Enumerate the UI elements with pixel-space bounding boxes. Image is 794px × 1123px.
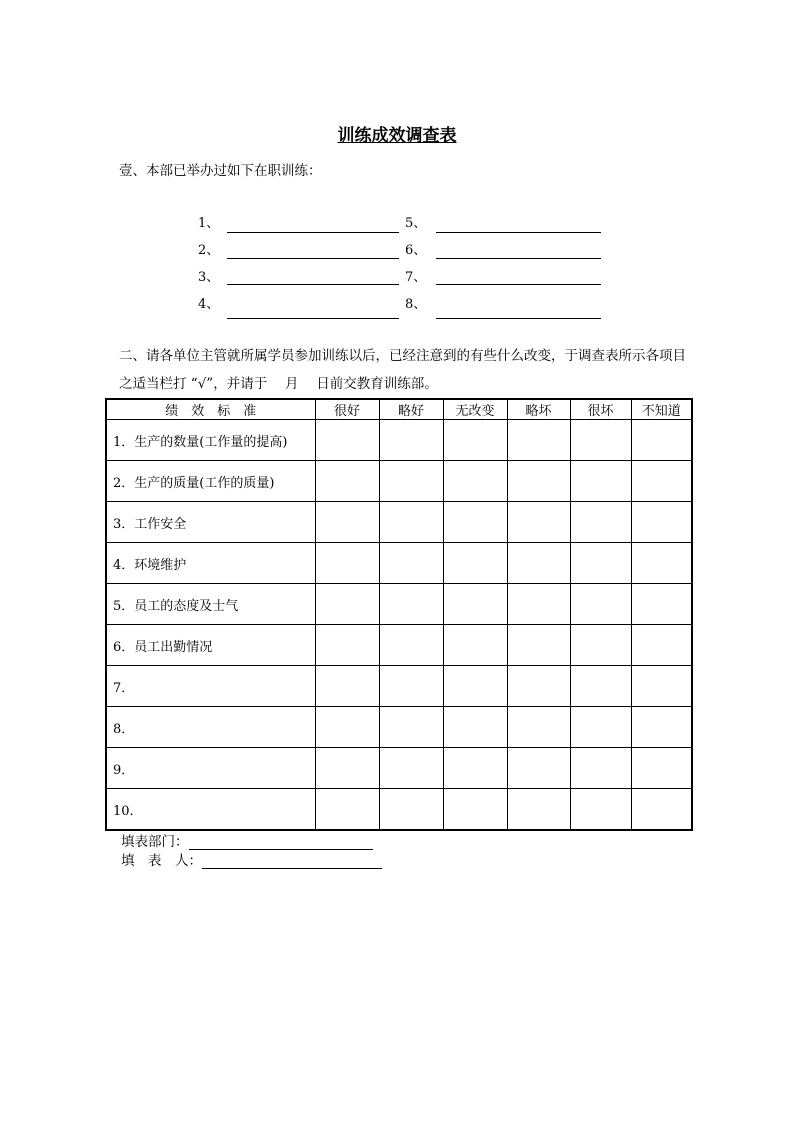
rating-cell[interactable] (570, 748, 631, 789)
rating-cell[interactable] (507, 707, 570, 748)
rating-cell[interactable] (631, 789, 692, 831)
criteria-label: 1．生产的数量(工作量的提高) (106, 420, 315, 461)
rating-cell[interactable] (443, 625, 507, 666)
header-very-good: 很好 (315, 399, 379, 420)
table-row (106, 666, 692, 707)
rating-cell[interactable] (570, 789, 631, 831)
rating-cell[interactable] (379, 748, 443, 789)
criteria-label: 3．工作安全 (106, 502, 315, 543)
header-criteria: 绩 效 标 准 (106, 399, 315, 420)
rating-cell[interactable] (570, 420, 631, 461)
training-item-number: 8、 (405, 297, 427, 312)
rating-cell[interactable] (379, 502, 443, 543)
criteria-label: 5．员工的态度及士气 (106, 584, 315, 625)
rating-cell[interactable] (631, 707, 692, 748)
training-item-number: 4、 (198, 297, 220, 312)
rating-cell[interactable] (379, 584, 443, 625)
rating-cell[interactable] (379, 625, 443, 666)
dept-blank[interactable] (189, 835, 373, 850)
rating-cell[interactable] (570, 543, 631, 584)
rating-cell[interactable] (443, 543, 507, 584)
rating-cell[interactable] (315, 461, 379, 502)
training-item-blank[interactable] (436, 284, 601, 285)
rating-cell[interactable] (570, 707, 631, 748)
rating-cell[interactable] (507, 502, 570, 543)
rating-cell[interactable] (443, 584, 507, 625)
criteria-label: 9． (106, 748, 315, 789)
header-slightly-good: 略好 (379, 399, 443, 420)
form-title: 训练成效调查表 (337, 126, 457, 146)
rating-cell[interactable] (570, 666, 631, 707)
rating-cell[interactable] (570, 461, 631, 502)
dept-label: 填表部门： (121, 834, 189, 850)
table-header-row (106, 399, 692, 420)
rating-cell[interactable] (443, 789, 507, 831)
rating-cell[interactable] (507, 789, 570, 831)
rating-cell[interactable] (507, 625, 570, 666)
rating-cell[interactable] (443, 666, 507, 707)
criteria-label: 8． (106, 707, 315, 748)
table-row (106, 707, 692, 748)
rating-cell[interactable] (315, 707, 379, 748)
rating-cell[interactable] (507, 584, 570, 625)
header-no-change: 无改变 (443, 399, 507, 420)
rating-cell[interactable] (507, 543, 570, 584)
training-item-blank[interactable] (436, 318, 601, 319)
header-slightly-bad: 略坏 (507, 399, 570, 420)
training-item-blank[interactable] (227, 258, 399, 259)
rating-cell[interactable] (507, 666, 570, 707)
criteria-label: 2．生产的质量(工作的质量) (106, 461, 315, 502)
rating-cell[interactable] (631, 543, 692, 584)
criteria-label: 6．员工出勤情况 (106, 625, 315, 666)
header-very-bad: 很坏 (570, 399, 631, 420)
training-item-number: 1、 (198, 216, 220, 231)
rating-cell[interactable] (507, 461, 570, 502)
training-item-blank[interactable] (227, 318, 399, 319)
training-item-number: 3、 (198, 270, 220, 285)
rating-cell[interactable] (379, 420, 443, 461)
rating-cell[interactable] (315, 584, 379, 625)
training-item-number: 6、 (405, 243, 427, 258)
section1-intro: 壹、本部已举办过如下在职训练： (119, 163, 322, 179)
table-row (106, 789, 692, 831)
person-field (121, 849, 382, 869)
rating-cell[interactable] (631, 420, 692, 461)
rating-cell[interactable] (507, 420, 570, 461)
rating-cell[interactable] (443, 502, 507, 543)
criteria-label: 10． (106, 789, 315, 831)
rating-cell[interactable] (443, 420, 507, 461)
evaluation-table (105, 398, 693, 831)
rating-cell[interactable] (315, 789, 379, 831)
rating-cell[interactable] (443, 707, 507, 748)
table-row (106, 502, 692, 543)
criteria-label: 7． (106, 666, 315, 707)
rating-cell[interactable] (631, 502, 692, 543)
table-row (106, 420, 692, 461)
header-unknown: 不知道 (631, 399, 692, 420)
training-item-blank[interactable] (227, 232, 399, 233)
training-item-blank[interactable] (436, 232, 601, 233)
rating-cell[interactable] (507, 748, 570, 789)
rating-cell[interactable] (315, 420, 379, 461)
rating-cell[interactable] (570, 625, 631, 666)
training-item-number: 2、 (198, 243, 220, 258)
table-row (106, 625, 692, 666)
table-row (106, 748, 692, 789)
training-item-number: 7、 (405, 270, 427, 285)
table-row (106, 543, 692, 584)
rating-cell[interactable] (379, 707, 443, 748)
rating-cell[interactable] (315, 666, 379, 707)
rating-cell[interactable] (631, 625, 692, 666)
rating-cell[interactable] (379, 461, 443, 502)
person-blank[interactable] (202, 854, 382, 869)
criteria-label: 4．环境维护 (106, 543, 315, 584)
section2-instructions: 二、请各单位主管就所属学员参加训练以后，已经注意到的有些什么改变，于调查表所示各项目之适当栏打 “√”，并请于 月 日前交教育训练部。 (119, 348, 686, 392)
rating-cell[interactable] (315, 502, 379, 543)
training-item-blank[interactable] (227, 284, 399, 285)
rating-cell[interactable] (379, 789, 443, 831)
rating-cell[interactable] (631, 748, 692, 789)
rating-cell[interactable] (631, 584, 692, 625)
person-label: 填 表 人： (121, 853, 202, 869)
rating-cell[interactable] (315, 748, 379, 789)
rating-cell[interactable] (379, 666, 443, 707)
rating-cell[interactable] (379, 543, 443, 584)
table-row (106, 461, 692, 502)
training-item-blank[interactable] (436, 258, 601, 259)
rating-cell[interactable] (570, 502, 631, 543)
rating-cell[interactable] (631, 461, 692, 502)
rating-cell[interactable] (315, 625, 379, 666)
dept-field (121, 830, 373, 850)
rating-cell[interactable] (443, 748, 507, 789)
table-row (106, 584, 692, 625)
training-item-number: 5、 (405, 216, 427, 231)
rating-cell[interactable] (443, 461, 507, 502)
rating-cell[interactable] (570, 584, 631, 625)
rating-cell[interactable] (631, 666, 692, 707)
rating-cell[interactable] (315, 543, 379, 584)
